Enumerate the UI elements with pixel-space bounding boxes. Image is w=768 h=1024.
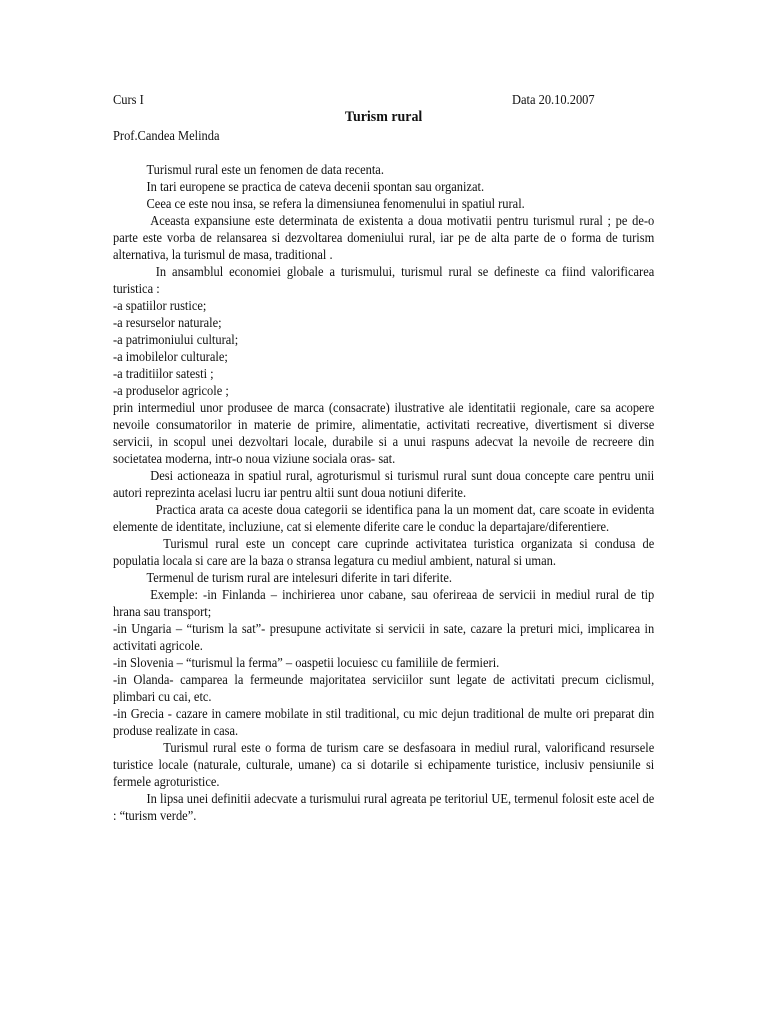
paragraph: prin intermediul unor produsee de marca (consacrate) ilustrative ale identitatii regionale, care sa acopere nevoile consumatorilor in materie de primire, alimentatie, activitati recreative, divertisment si diverse servicii, in scopul unei dezvoltari locale, durabile si a unui raspuns adecvat la nevoile de recreere din societatea moderna, intr-o noua viziune sociala oras- sat. xyxy=(113,400,655,466)
paragraph: Turismul rural este un fenomen de data recenta. xyxy=(146,162,384,177)
paragraph: Ceea ce este nou insa, se refera la dimensiunea fenomenului in spatiul rural. xyxy=(146,196,525,211)
paragraph: Aceasta expansiune este determinata de existenta a doua motivatii pentru turismul rural ; pe de-o parte este vorba de relansarea si dezvoltarea domeniului rural, iar pe de alta parte de o forma de turism alternativa, la turismul de masa, traditional . xyxy=(113,213,655,262)
paragraph: Desi actioneaza in spatiul rural, agroturismul si turismul rural sunt doua concepte care pentru unii autori reprezinta acelasi lucru iar pentru altii sunt doua notiuni diferite. xyxy=(113,468,655,500)
paragraph: Turismul rural este un concept care cuprinde activitatea turistica organizata si condusa de populatia locala si care are la baza o stransa legatura cu mediul ambient, natural si uman. xyxy=(113,536,655,568)
course-label: Curs I xyxy=(113,92,144,107)
list-item: -a spatiilor rustice; xyxy=(113,298,207,313)
list-item: -a resurselor naturale; xyxy=(113,315,222,330)
author-name: Prof.Candea Melinda xyxy=(113,128,220,143)
resource-list xyxy=(113,297,654,399)
document-title: Turism rural xyxy=(344,109,423,125)
document-page xyxy=(113,91,654,824)
paragraph: -in Grecia - cazare in camere mobilate in stil traditional, cu mic dejun traditional de multe ori preparat din produse realizate in casa. xyxy=(113,706,655,738)
paragraph: -in Slovenia – “turismul la ferma” – oaspetii locuiesc cu familiile de fermieri. xyxy=(113,655,500,670)
list-item: -a imobilelor culturale; xyxy=(113,349,228,364)
paragraph: -in Olanda- camparea la fermeunde majoritatea serviciilor sunt legate de activitati precum ciclismul, plimbari cu cai, etc. xyxy=(113,672,655,704)
document-header xyxy=(113,91,654,108)
paragraph: Turismul rural este o forma de turism care se desfasoara in mediul rural, valorificand resursele turistice locale (naturale, culturale, umane) ca si dotarile si echipamente turistice, inclusiv pensiunile si fermele agroturistice. xyxy=(113,740,655,789)
paragraph: In ansamblul economiei globale a turismului, turismul rural se defineste ca fiind valorificarea turistica : xyxy=(113,264,655,296)
paragraph: In tari europene se practica de cateva decenii spontan sau organizat. xyxy=(146,179,485,194)
list-item: -a traditiilor satesti ; xyxy=(113,366,214,381)
paragraph: Practica arata ca aceste doua categorii se identifica pana la un moment dat, care scoate in evidenta elemente de identitate, incluziune, cat si elemente diferite care le conduc la departajare/diferentiere. xyxy=(113,502,655,534)
paragraph: Termenul de turism rural are intelesuri diferite in tari diferite. xyxy=(146,570,452,585)
date-label: Data 20.10.2007 xyxy=(511,92,595,107)
paragraph: -in Ungaria – “turism la sat”- presupune activitate si servicii in sate, cazare la preturi mici, implicarea in activitati agricole. xyxy=(113,621,655,653)
paragraph: In lipsa unei definitii adecvate a turismului rural agreata pe teritoriul UE, termenul folosit este acel de : “turism verde”. xyxy=(113,791,655,823)
list-item: -a produselor agricole ; xyxy=(113,383,229,398)
list-item: -a patrimoniului cultural; xyxy=(113,332,239,347)
paragraph: Exemple: -in Finlanda – inchirierea unor cabane, sau oferireaa de servicii in mediul rural de tip hrana sau transport; xyxy=(113,587,655,619)
